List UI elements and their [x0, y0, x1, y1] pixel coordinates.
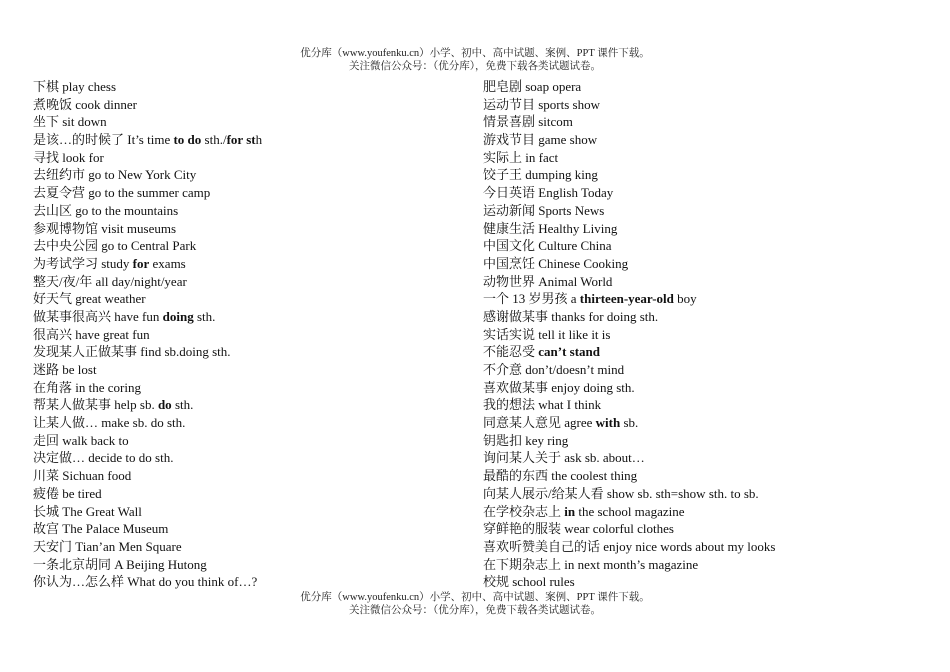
phrase-text: 同意某人意见 agree — [483, 415, 596, 431]
vocab-entry: 发现某人正做某事 find sb.doing sth. — [33, 344, 231, 360]
vocab-entry: 参观博物馆 visit museums — [33, 220, 177, 236]
header-line-2: 关注微信公众号：（优分库），免费下载各类试题试卷。 — [349, 61, 601, 72]
phrase-text: 为考试学习 study — [33, 255, 133, 271]
header-line-1: 优分库（www.youfenku.cn）小学、初中、高中试题、案例、PPT 课件下载。 — [300, 48, 650, 59]
phrase-text: 一个 13 岁男孩 a — [483, 291, 580, 307]
vocab-entry — [483, 503, 923, 521]
vocab-entry — [33, 255, 463, 273]
vocab-entry: 穿鲜艳的服装 wear colorful clothes — [483, 521, 674, 537]
vocab-entry: 你认为…怎么样 What do you think of…? — [33, 574, 258, 590]
vocab-entry: 运动新闻 Sports News — [483, 202, 605, 218]
vocab-entry: 整天/夜/年 all day/night/year — [33, 273, 187, 289]
bold-phrase: can’t stand — [538, 344, 601, 360]
vocab-entry: 情景喜剧 sitcom — [483, 114, 573, 130]
vocab-entry: 动物世界 Animal World — [483, 273, 613, 289]
vocab-entry: 去中央公园 go to Central Park — [33, 238, 197, 254]
vocab-entry: 不介意 don’t/doesn’t mind — [483, 362, 625, 377]
vocab-entry: 钥匙扣 key ring — [483, 432, 569, 448]
vocab-entry — [483, 290, 923, 308]
footer-line-2: 关注微信公众号：（优分库），免费下载各类试题试卷。 — [349, 605, 601, 616]
vocab-entry: 肥皂剧 soap opera — [483, 79, 582, 94]
vocab-entry: 长城 The Great Wall — [33, 503, 142, 519]
vocab-entry: 最酷的东西 the coolest thing — [483, 468, 638, 484]
footer-line-1: 优分库（www.youfenku.cn）小学、初中、高中试题、案例、PPT 课件下载。 — [300, 592, 650, 603]
vocab-entry: 感谢做某事 thanks for doing sth. — [483, 308, 659, 324]
vocab-entry: 询问某人关于 ask sb. about… — [483, 450, 645, 466]
bold-phrase: with — [595, 415, 621, 431]
vocab-entry: 疲倦 be tired — [33, 485, 102, 501]
bold-phrase: to do — [173, 132, 202, 148]
vocab-entry: 校规 school rules — [483, 574, 575, 590]
phrase-text: 做某事很高兴 have fun — [33, 308, 163, 324]
phrase-text: exams — [149, 255, 186, 271]
phrase-text: boy — [673, 291, 697, 307]
vocab-entry: 寻找 look for — [33, 149, 104, 165]
vocab-entry: 天安门 Tian’an Men Square — [33, 538, 182, 554]
phrase-text: 帮某人做某事 help sb. — [33, 397, 158, 413]
vocab-entry: 运动节目 sports show — [483, 96, 601, 112]
vocab-entry: 今日英语 English Today — [483, 185, 614, 201]
vocab-entry: 中国烹饪 Chinese Cooking — [483, 255, 629, 271]
vocab-entry — [33, 308, 463, 326]
vocab-entry: 迷路 be lost — [33, 362, 97, 377]
phrase-text: sth. — [193, 308, 216, 324]
vocab-entry: 让某人做… make sb. do sth. — [33, 415, 186, 431]
phrase-text: sth./ — [201, 132, 227, 148]
vocab-entry: 川菜 Sichuan food — [33, 468, 132, 484]
vocab-entry: 去山区 go to the mountains — [33, 202, 179, 218]
vocab-entry: 去纽约市 go to New York City — [33, 167, 197, 183]
vocab-entry: 很高兴 have great fun — [33, 326, 150, 342]
bold-phrase: in — [564, 503, 576, 519]
phrase-text: the school magazine — [575, 503, 685, 519]
vocab-entry: 健康生活 Healthy Living — [483, 220, 618, 236]
vocab-entry: 一条北京胡同 A Beijing Hutong — [33, 556, 207, 572]
vocab-entry — [33, 131, 463, 149]
phrase-text: sth. — [171, 397, 194, 413]
vocab-entry: 决定做… decide to do sth. — [33, 450, 174, 466]
phrase-text: 在学校杂志上 — [483, 503, 565, 519]
vocab-entry: 走回 walk back to — [33, 432, 129, 448]
vocab-entry: 中国文化 Culture China — [483, 238, 612, 254]
left-vocabulary-column — [33, 78, 463, 591]
phrase-text: 不能忍受 — [483, 344, 539, 360]
phrase-text: h — [255, 132, 263, 148]
vocab-entry: 煮晚饭 cook dinner — [33, 96, 137, 112]
vocab-entry: 喜欢听赞美自己的话 enjoy nice words about my looks — [483, 538, 776, 554]
vocab-entry: 饺子王 dumping king — [483, 167, 598, 183]
vocab-entry: 下棋 play chess — [33, 79, 117, 94]
bold-phrase: doing — [162, 308, 194, 324]
footer-banner — [0, 591, 950, 617]
bold-phrase: for st — [226, 132, 256, 148]
phrase-text: sb. — [620, 415, 639, 431]
vocab-entry: 游戏节目 game show — [483, 132, 598, 148]
vocab-entry: 向某人展示/给某人看 show sb. sth=show sth. to sb. — [483, 485, 759, 501]
bold-phrase: do — [157, 397, 172, 413]
vocab-entry — [33, 396, 463, 414]
vocab-entry: 故宫 The Palace Museum — [33, 521, 169, 537]
vocab-entry: 实际上 in fact — [483, 149, 559, 165]
vocab-entry: 好天气 great weather — [33, 291, 146, 307]
bold-phrase: for — [132, 255, 150, 271]
bold-phrase: thirteen-year-old — [579, 291, 674, 307]
vocab-entry: 实话实说 tell it like it is — [483, 326, 611, 342]
vocab-entry — [483, 414, 923, 432]
vocab-entry: 在角落 in the coring — [33, 379, 141, 395]
vocab-entry: 喜欢做某事 enjoy doing sth. — [483, 379, 635, 395]
vocab-entry: 在下期杂志上 in next month’s magazine — [483, 556, 699, 572]
vocab-entry: 坐下 sit down — [33, 114, 107, 130]
vocab-entry: 我的想法 what I think — [483, 397, 602, 413]
vocab-entry — [483, 343, 923, 361]
vocab-entry: 去夏令营 go to the summer camp — [33, 185, 211, 201]
right-vocabulary-column — [483, 78, 923, 591]
phrase-text: 是该…的时候了 It’s time — [33, 132, 174, 148]
header-banner — [0, 47, 950, 73]
